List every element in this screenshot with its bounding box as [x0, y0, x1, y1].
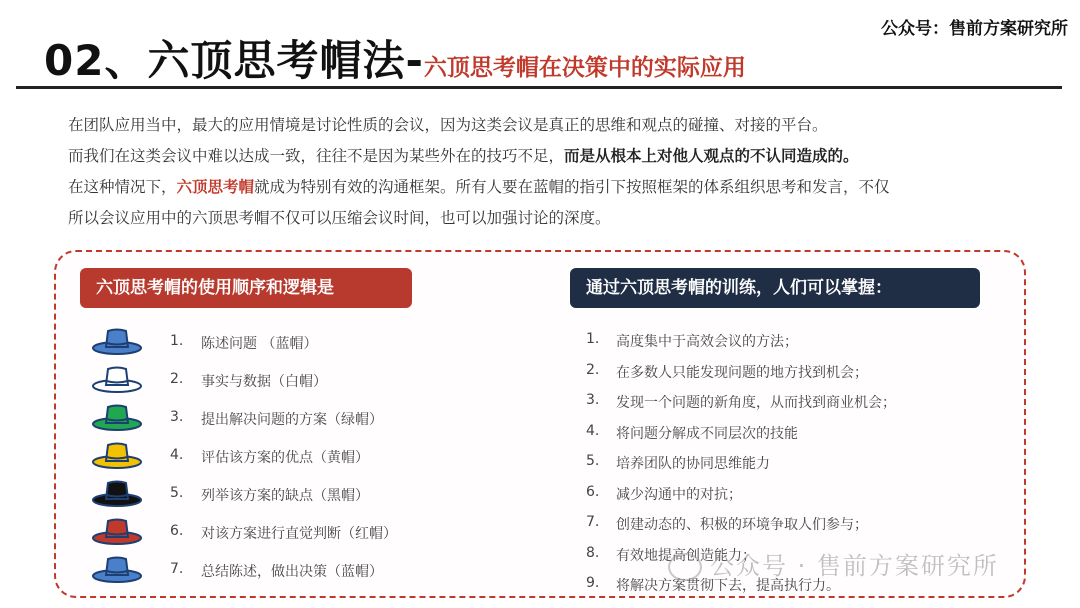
- wechat-logo-icon: [668, 553, 702, 581]
- skill-item-number: 3.: [586, 392, 600, 408]
- blue-hat-icon: [90, 556, 144, 584]
- hat-item-number: 2.: [170, 371, 184, 387]
- intro-line-3: [68, 174, 1048, 205]
- skill-item-number: 9.: [586, 575, 600, 591]
- skill-item-text: 创建动态的、积极的环境争取人们参与；: [616, 517, 868, 533]
- intro-paragraph: [68, 112, 1048, 236]
- hat-item-text: 陈述问题 （蓝帽）: [201, 336, 318, 352]
- skill-item-text: 将解决方案贯彻下去，提高执行力。: [616, 578, 840, 594]
- hat-item-text: 评估该方案的优点（黄帽）: [201, 450, 369, 466]
- skill-item-text: 发现一个问题的新角度，从而找到商业机会；: [616, 395, 896, 411]
- skill-item-text: 有效地提高创造能力；: [616, 547, 756, 564]
- intro-line-3-highlight: 六顶思考帽: [176, 178, 255, 196]
- yellow-hat-icon: [90, 442, 144, 470]
- hat-list-item: [90, 442, 530, 472]
- hat-item-number: 3.: [170, 409, 184, 425]
- skill-list-item: [586, 389, 1006, 415]
- skill-item-text: 将问题分解成不同层次的技能: [616, 425, 798, 442]
- title-divider: [16, 86, 1062, 89]
- intro-line-4: [68, 205, 1048, 236]
- skill-item-text: 在多数人只能发现问题的地方找到机会；: [616, 364, 868, 381]
- skill-item-number: 2.: [586, 361, 600, 378]
- skills-header: 通过六顶思考帽的训练，人们可以掌握：: [570, 268, 980, 308]
- skill-item-text: 培养团队的协同思维能力: [616, 456, 770, 472]
- intro-line-4-text: 所以会议应用中的六顶思考帽不仅可以压缩会议时间，也可以加强讨论的深度。: [68, 209, 611, 227]
- skill-item-text: 减少沟通中的对抗；: [616, 486, 742, 503]
- intro-line-3-pre: 在这种情况下，: [68, 178, 177, 196]
- hat-list-item: [90, 556, 530, 586]
- skill-item-number: 5.: [586, 453, 600, 469]
- intro-line-2: [68, 143, 1048, 174]
- intro-line-2-text: 而我们在这类会议中难以达成一致，往往不是因为某些外在的技巧不足，: [68, 147, 565, 165]
- hat-list-item: [90, 480, 530, 510]
- skill-item-number: 7.: [586, 514, 600, 530]
- intro-line-1-text: 在团队应用当中，最大的应用情境是讨论性质的会议，因为这类会议是真正的思维和观点的碰撞、对接的平台。: [68, 116, 828, 134]
- hat-item-number: 7.: [170, 561, 184, 577]
- skill-list-item: [586, 481, 1006, 507]
- page-title-main: 02、六顶思考帽法-: [44, 36, 424, 85]
- hat-item-text: 提出解决问题的方案（绿帽）: [201, 412, 383, 428]
- watermark: [668, 546, 999, 581]
- skill-item-number: 4.: [586, 422, 600, 439]
- hat-list-item: [90, 518, 530, 548]
- skill-item-number: 1.: [586, 331, 600, 347]
- skill-list-item: [586, 359, 1006, 385]
- skill-item-text: 高度集中于高效会议的方法；: [616, 334, 798, 350]
- skill-list-item: [586, 328, 1006, 354]
- skill-item-number: 6.: [586, 483, 600, 500]
- hat-list-item: [90, 404, 530, 434]
- hat-list-item: [90, 366, 530, 396]
- intro-line-3-post: 就成为特别有效的沟通框架。所有人要在蓝帽的指引下按照框架的体系组织思考和发言，不仅: [254, 178, 890, 196]
- red-hat-icon: [90, 518, 144, 546]
- page-title: [44, 28, 746, 88]
- black-hat-icon: [90, 480, 144, 508]
- skill-list-item: [586, 511, 1006, 537]
- hat-item-number: 1.: [170, 333, 184, 349]
- skill-item-number: 8.: [586, 544, 600, 561]
- page-title-sub: 六顶思考帽在决策中的实际应用: [423, 55, 746, 81]
- brand-label: 公众号：售前方案研究所: [881, 19, 1068, 39]
- intro-line-2-emphasis: 而是从根本上对他人观点的不认同造成的。: [564, 147, 859, 165]
- watermark-text: 公众号 · 售前方案研究所: [710, 552, 999, 580]
- hat-item-text: 事实与数据（白帽）: [201, 374, 327, 390]
- skill-list-item: [586, 420, 1006, 446]
- hat-order-header: 六顶思考帽的使用顺序和逻辑是: [80, 268, 412, 308]
- hat-item-number: 6.: [170, 523, 184, 539]
- hat-list-item: [90, 328, 530, 358]
- intro-line-1: [68, 112, 1048, 143]
- hat-item-text: 列举该方案的缺点（黑帽）: [201, 488, 369, 504]
- hat-item-number: 4.: [170, 447, 184, 463]
- blue-hat-icon: [90, 328, 144, 356]
- green-hat-icon: [90, 404, 144, 432]
- hat-item-number: 5.: [170, 485, 184, 501]
- hat-item-text: 对该方案进行直觉判断（红帽）: [201, 526, 397, 542]
- hat-item-text: 总结陈述，做出决策（蓝帽）: [201, 564, 383, 580]
- skill-list-item: [586, 450, 1006, 476]
- white-hat-icon: [90, 366, 144, 394]
